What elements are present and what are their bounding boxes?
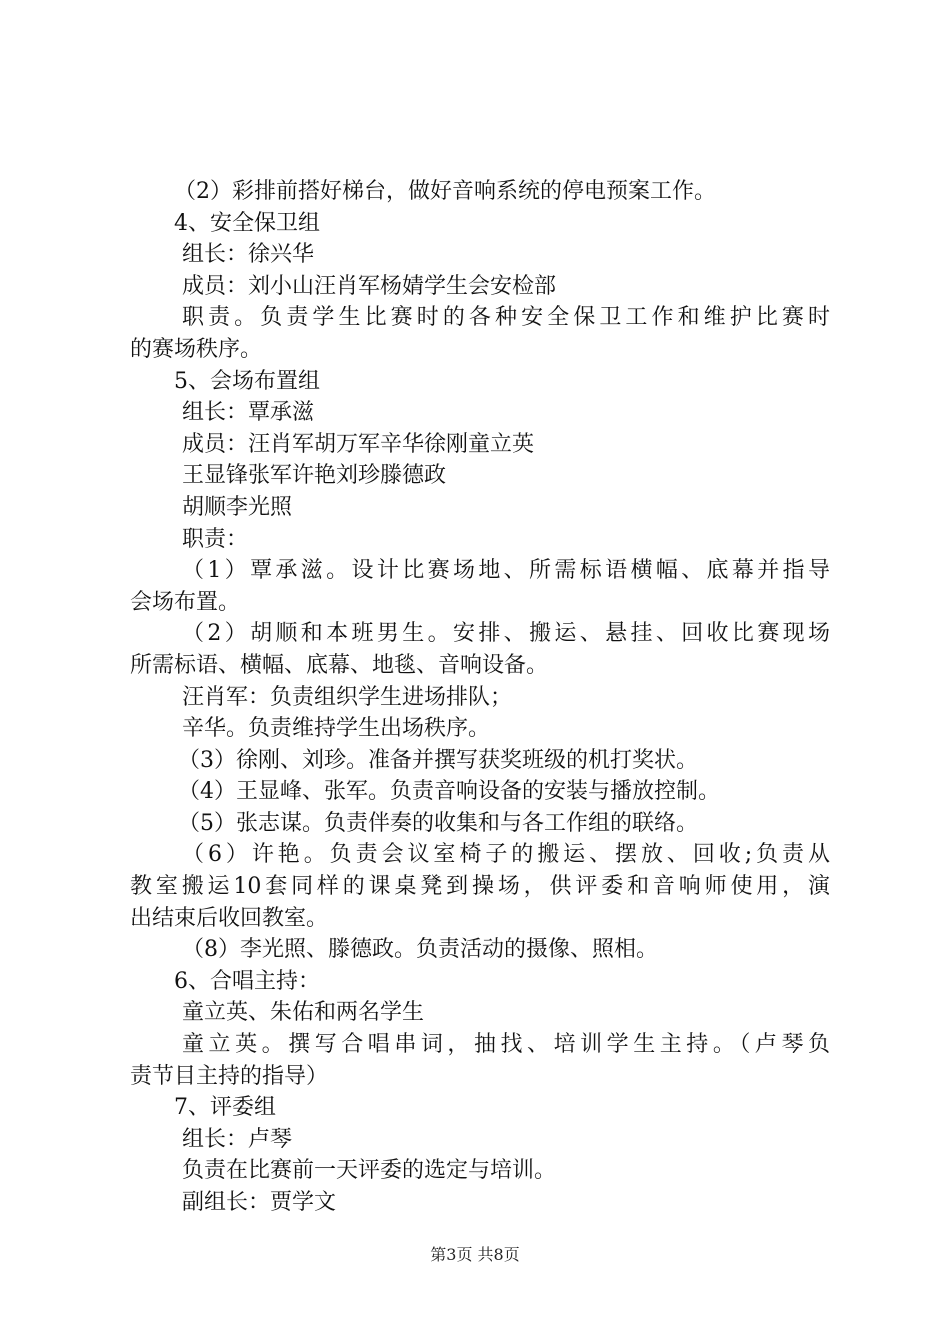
paragraph-line: （5）张志谋。负责伴奏的收集和与各工作组的联络。: [178, 810, 698, 836]
paragraph-line: （3）徐刚、刘珍。准备并撰写获奖班级的机打奖状。: [178, 747, 698, 773]
page-number: 第3页 共8页: [430, 1245, 520, 1264]
document-body: [130, 176, 830, 1219]
paragraph-line: （8）李光照、滕德政。负责活动的摄像、照相。: [182, 937, 658, 963]
paragraph-line: 会场布置。: [130, 589, 241, 615]
paragraph-line: 组长：徐兴华: [182, 242, 315, 268]
section-heading: 6、合唱主持：: [174, 968, 320, 994]
paragraph-line: 职责：: [182, 526, 249, 552]
paragraph-line: 副组长：贾学文: [182, 1190, 337, 1215]
paragraph-line: 成员：刘小山汪肖军杨婧学生会安检部: [182, 273, 557, 299]
section-heading: 7、评委组: [174, 1095, 276, 1121]
paragraph-line: 责节目主持的指导）: [130, 1063, 329, 1089]
paragraph-line: 职责。负责学生比赛时的各种安全保卫工作和维护比赛时: [182, 305, 830, 331]
paragraph-line: （6）许艳。负责会议室椅子的搬运、摆放、回收;负责从: [182, 842, 830, 868]
paragraph-line: 王显锋张军许艳刘珍滕德政: [182, 463, 447, 489]
paragraph-line: （2）彩排前搭好梯台，做好音响系统的停电预案工作。: [174, 179, 716, 204]
paragraph-line: （2）胡顺和本班男生。安排、搬运、悬挂、回收比赛现场: [182, 621, 830, 647]
paragraph-line: 组长：卢琴: [182, 1126, 293, 1152]
paragraph-line: 教室搬运10套同样的课桌凳到操场，供评委和音响师使用，演: [130, 874, 830, 900]
paragraph-line: 所需标语、横幅、底幕、地毯、音响设备。: [130, 652, 549, 678]
paragraph-line: 辛华。负责维持学生出场秩序。: [182, 716, 491, 742]
paragraph-line: 出结束后收回教室。: [130, 905, 329, 931]
paragraph-line: 童立英、朱佑和两名学生: [182, 1000, 425, 1026]
section-heading: 5、会场布置组: [174, 368, 320, 394]
paragraph-line: 童立英。撰写合唱串词，抽找、培训学生主持。（卢琴负: [182, 1032, 830, 1058]
section-heading: 4、安全保卫组: [174, 210, 320, 236]
paragraph-line: （1）覃承滋。设计比赛场地、所需标语横幅、底幕并指导: [182, 558, 830, 584]
paragraph-line: 的赛场秩序。: [130, 336, 263, 362]
paragraph-line: （4）王显峰、张军。负责音响设备的安装与播放控制。: [178, 779, 720, 805]
paragraph-line: 负责在比赛前一天评委的选定与培训。: [182, 1158, 557, 1184]
paragraph-line: 成员：汪肖军胡万军辛华徐刚童立英: [182, 431, 535, 457]
paragraph-line: 胡顺李光照: [182, 494, 293, 520]
paragraph-line: 组长：覃承滋: [182, 400, 315, 426]
paragraph-line: 汪肖军：负责组织学生进场排队；: [182, 684, 513, 710]
